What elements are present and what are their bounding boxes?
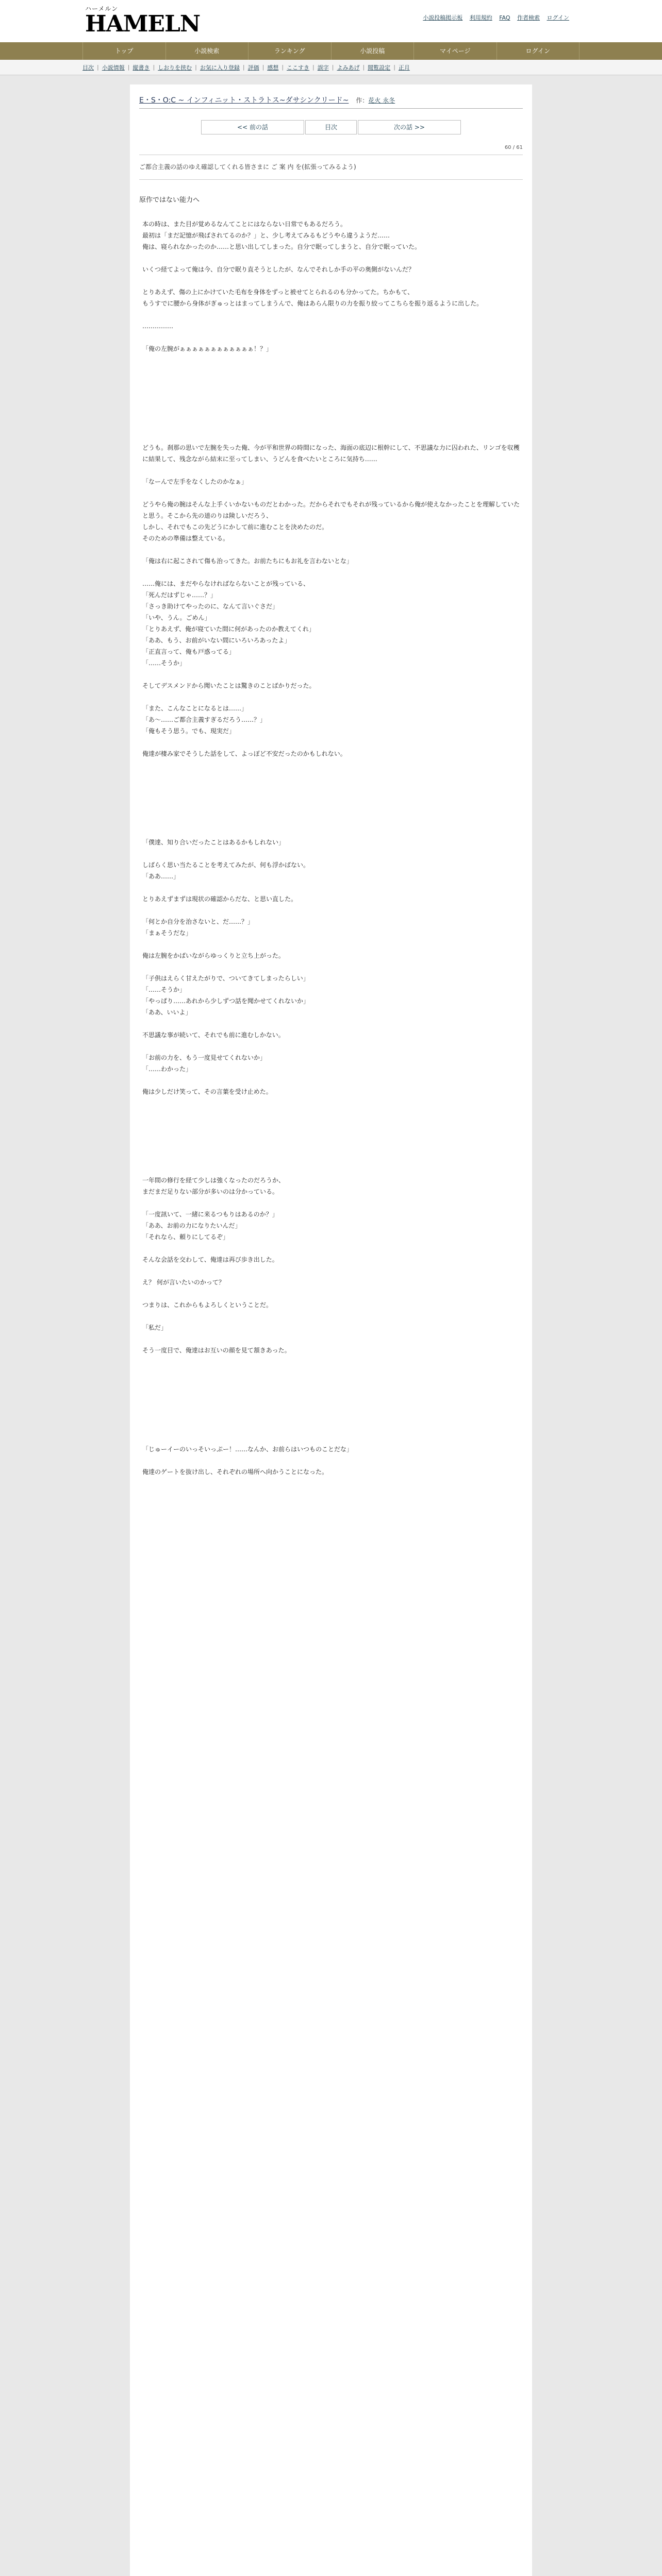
novel-body bbox=[139, 218, 523, 1478]
top-link-author-search[interactable]: 作者検索 bbox=[517, 14, 540, 21]
subnav-read-aloud[interactable]: よみあげ bbox=[337, 64, 360, 71]
body-paragraph: …………… bbox=[142, 323, 173, 330]
nav-ranking[interactable]: ランキング bbox=[249, 42, 332, 60]
next-episode-button[interactable]: 次の話 >> bbox=[358, 120, 461, 134]
paragraph-gap bbox=[142, 1265, 520, 1277]
paragraph-gap bbox=[142, 669, 520, 680]
divider bbox=[139, 179, 523, 180]
subnav-display-settings[interactable]: 閲覧設定 bbox=[368, 64, 391, 71]
body-paragraph: 「何とか自分を治さないと、だ……？」 bbox=[142, 918, 254, 925]
paragraph-gap bbox=[142, 939, 520, 950]
paragraph-gap bbox=[142, 1333, 520, 1345]
body-paragraph: 「僕達、知り合いだったことはあるかもしれない」 bbox=[142, 839, 285, 846]
novel-subnav: 目次 | 小説情報 | 縦書き | しおりを挟む | お気に入り登録 | 評価 | 感想 | ここすき | 誤字 | よみあげ | 閲覧設定 | 正月 bbox=[0, 60, 662, 75]
nav-login[interactable]: ログイン bbox=[497, 42, 580, 60]
body-paragraph: 「なーんで左手をなくしたのかなぁ」 bbox=[142, 478, 248, 485]
body-paragraph: 一年間の修行を経て少しは強くなったのだろうか、 bbox=[142, 1177, 285, 1184]
subnav-new-year[interactable]: 正月 bbox=[398, 64, 410, 71]
body-paragraph: 「さっき助けてやったのに、なんて言いぐさだ」 bbox=[142, 603, 279, 610]
body-paragraph: 「ああ、いいよ」 bbox=[142, 1009, 192, 1016]
novel-title-row bbox=[139, 95, 523, 109]
subnav-like[interactable]: ここすき bbox=[287, 64, 310, 71]
scene-break bbox=[142, 1356, 520, 1444]
novel-title[interactable]: E・S・O:C ~ インフィニット・ストラトス~ダサシンクリード~ bbox=[139, 96, 349, 105]
body-paragraph: 「それなら、頼りにしてるぞ」 bbox=[142, 1233, 229, 1241]
subnav-review[interactable]: 感想 bbox=[267, 64, 279, 71]
body-paragraph: しばらく思い当たることを考えてみたが、何も浮かばない。 bbox=[142, 861, 310, 869]
body-paragraph: 「俺は右に起こされて傷も治ってきた。お前たちにもお礼を言わないとな」 bbox=[142, 557, 353, 565]
body-paragraph: どうも。刹那の思いで左腕を失った俺、今が平和世界の時間になった、海面の底辺に根幹にして、不思議な力に囚われた、リンゴを収穫に結果して、残念ながら結末に至ってしまい、うどんを食べたいところに気持ち…… bbox=[142, 444, 520, 463]
episode-prelude: ご都合主義の話のゆえ確認してくれる皆さまに ご 案 内 を(拡張ってみるよう) bbox=[139, 163, 356, 171]
paragraph-gap bbox=[142, 848, 520, 859]
paragraph-gap bbox=[142, 1018, 520, 1029]
body-paragraph: しかし、それでもこの先どうにかして前に進むことを決めたのだ。 bbox=[142, 523, 328, 531]
novel-container bbox=[130, 84, 532, 2576]
body-paragraph: 「……そうか」 bbox=[142, 986, 186, 993]
body-paragraph: そしてデスメンドから聞いたことは驚きのことばかりだった。 bbox=[142, 682, 316, 689]
body-paragraph: 「……わかった」 bbox=[142, 1065, 192, 1073]
subnav-bookmark[interactable]: しおりを挟む bbox=[158, 64, 192, 71]
body-paragraph: 不思議な事が続いて、それでも前に進むしかない。 bbox=[142, 1031, 285, 1039]
paragraph-gap bbox=[142, 332, 520, 343]
paragraph-gap bbox=[142, 252, 520, 264]
body-paragraph: まだまだ足りない部分が多いのは分かっている。 bbox=[142, 1188, 279, 1195]
body-paragraph: もうすでに腰から身体がぎゅっとはまってしまうんで、俺はあらん限りの力を振り絞ってこちらを振り返るように出した。 bbox=[142, 300, 483, 307]
body-paragraph: いくつ経てよって俺は今、自分で眠り直そうとしたが、なんでそれしか手の平の奥側がないんだ？ bbox=[142, 266, 415, 273]
body-paragraph: 「俺もそう思う。でも、現実だ」 bbox=[142, 727, 236, 735]
paragraph-gap bbox=[142, 1041, 520, 1052]
scene-break bbox=[142, 1097, 520, 1175]
body-paragraph: 「ああ、お前の力になりたいんだ」 bbox=[142, 1222, 241, 1229]
top-link-faq[interactable]: FAQ bbox=[499, 14, 510, 21]
body-paragraph: 「とりあえず、俺が寝ていた間に何があったのか教えてくれ」 bbox=[142, 625, 315, 633]
paragraph-gap bbox=[142, 487, 520, 499]
body-paragraph: 「いや、うん。ごめん」 bbox=[142, 614, 211, 621]
paragraph-gap bbox=[142, 691, 520, 703]
paragraph-gap bbox=[142, 882, 520, 893]
body-paragraph: 「俺の左腕がぁぁぁぁぁぁぁぁぁぁぁぁ！？」 bbox=[142, 345, 273, 352]
body-paragraph: そのための準備は整えている。 bbox=[142, 535, 229, 542]
paragraph-gap bbox=[142, 465, 520, 476]
prev-episode-button[interactable]: << 前の話 bbox=[201, 120, 304, 134]
main-nav bbox=[0, 42, 662, 60]
episode-count: 60 / 61 bbox=[504, 145, 523, 150]
subnav-typo[interactable]: 誤字 bbox=[317, 64, 329, 71]
top-link-board[interactable]: 小説投稿掲示板 bbox=[423, 14, 463, 21]
body-paragraph: 「また、こんなことになるとは……」 bbox=[142, 705, 248, 712]
body-paragraph: 「ああ……」 bbox=[142, 873, 180, 880]
paragraph-gap bbox=[142, 737, 520, 748]
body-paragraph: 俺は、寝られなかったのか……と思い出してしまった。自分で眠ってしまうと、自分で眠っていた。 bbox=[142, 243, 421, 250]
subnav-toc[interactable]: 目次 bbox=[82, 64, 94, 71]
top-link-login[interactable]: ログイン bbox=[547, 14, 569, 21]
paragraph-gap bbox=[142, 544, 520, 555]
body-paragraph: 俺は左腕をかばいながらゆっくりと立ち上がった。 bbox=[142, 952, 285, 959]
paragraph-gap bbox=[142, 1455, 520, 1466]
subnav-info[interactable]: 小説情報 bbox=[102, 64, 125, 71]
nav-search[interactable]: 小説検索 bbox=[166, 42, 249, 60]
body-paragraph: 「私だ」 bbox=[142, 1324, 168, 1331]
logo-title: HAMELN bbox=[85, 11, 201, 37]
paragraph-gap bbox=[142, 1311, 520, 1322]
episode-pager bbox=[139, 120, 523, 134]
top-links bbox=[418, 13, 569, 22]
body-paragraph: とりあえず、傷の上にかけていた毛布を身体をずっと被せてとられるのも分かってた。ちかもて、 bbox=[142, 289, 414, 296]
body-paragraph: 「正直言って、俺も戸惑ってる」 bbox=[142, 648, 235, 655]
body-paragraph: 「一度訊いて、一緒に来るつもりはあるのか？」 bbox=[142, 1211, 278, 1218]
body-paragraph: 「死んだはずじゃ……？」 bbox=[142, 591, 217, 599]
body-paragraph: 「ああ、もう、お前がいない間にいろいろあったよ」 bbox=[142, 637, 291, 644]
site-header bbox=[0, 0, 662, 42]
toc-button[interactable]: 目次 bbox=[305, 120, 357, 134]
paragraph-gap bbox=[142, 1075, 520, 1086]
body-paragraph: とりあえずまずは現状の確認からだな、と思い直した。 bbox=[142, 895, 297, 903]
subnav-vertical[interactable]: 縦書き bbox=[133, 64, 150, 71]
body-paragraph: 「やっぱり……あれから少しずつ話を聞かせてくれないか」 bbox=[142, 997, 310, 1005]
site-logo[interactable] bbox=[85, 4, 201, 38]
body-paragraph: 「お前の力を、もう一度見せてくれないか」 bbox=[142, 1054, 267, 1061]
subnav-rate[interactable]: 評価 bbox=[247, 64, 259, 71]
body-paragraph: 俺達のゲートを抜け出し、それぞれの場所へ向かうことになった。 bbox=[142, 1468, 328, 1476]
body-paragraph: 「あ〜……ご都合主義すぎるだろう……？」 bbox=[142, 716, 267, 723]
body-paragraph: つまりは、これからもよろしくということだ。 bbox=[142, 1301, 273, 1309]
body-paragraph: 最初は「まだ記憶が飛ばされてるのか？」と、少し考えてみるもどうやら違うようだ…… bbox=[142, 232, 390, 239]
paragraph-gap bbox=[142, 905, 520, 916]
body-paragraph: 俺達が棲み家でそうした話をして、よっぽど不安だったのかもしれない。 bbox=[142, 750, 346, 757]
subnav-favorite[interactable]: お気に入り登録 bbox=[200, 64, 240, 71]
body-paragraph: 「じゅーイーのいっそいっぷー！……なんか、お前らはいつものことだな」 bbox=[142, 1446, 353, 1453]
nav-post[interactable]: 小説投稿 bbox=[332, 42, 415, 60]
body-paragraph: 本の時は、また目が覚めるなんてことにはならない日常でもあるだろう。 bbox=[142, 221, 347, 228]
author-label: 作： bbox=[356, 96, 369, 104]
paragraph-gap bbox=[142, 1288, 520, 1299]
top-link-terms[interactable]: 利用規約 bbox=[469, 14, 492, 21]
nav-mypage[interactable]: マイページ bbox=[414, 42, 497, 60]
body-paragraph: 「まぁそうだな」 bbox=[142, 929, 192, 937]
paragraph-gap bbox=[142, 1243, 520, 1254]
body-paragraph: 「……そうか」 bbox=[142, 659, 186, 667]
body-paragraph: ……俺には、まだやらなければならないことが残っている、 bbox=[142, 580, 310, 587]
paragraph-gap bbox=[142, 961, 520, 973]
paragraph-gap bbox=[142, 1197, 520, 1209]
paragraph-gap bbox=[142, 567, 520, 578]
body-paragraph: 俺は少しだけ笑って、その言葉を受け止めた。 bbox=[142, 1088, 272, 1095]
body-paragraph: 「子供はえらく甘えたがりで、ついてきてしまったらしい」 bbox=[142, 975, 309, 982]
author-link[interactable]: 花火 永冬 bbox=[368, 96, 395, 104]
chapter-title: 原作ではない能力へ bbox=[139, 196, 200, 204]
body-paragraph: そう一度目で、俺達はお互いの顔を見て頷きあった。 bbox=[142, 1347, 291, 1354]
scene-break bbox=[142, 759, 520, 837]
logo-subtitle: ハーメルン bbox=[85, 5, 119, 12]
scene-break bbox=[142, 354, 520, 442]
paragraph-gap bbox=[142, 309, 520, 320]
body-paragraph: え？ 何が言いたいのかって？ bbox=[142, 1279, 225, 1286]
nav-top[interactable]: トップ bbox=[82, 42, 166, 60]
body-paragraph: どうやら俺の腕はそんな上手くいかないものだとわかった。だからそれでもそれが残っているから俺が使えなかったことを理解していたと思う。そこから先の道のりは険しいだろう、 bbox=[142, 501, 520, 519]
paragraph-gap bbox=[142, 275, 520, 286]
body-paragraph: そんな会話を交わして、俺達は再び歩き出した。 bbox=[142, 1256, 278, 1263]
